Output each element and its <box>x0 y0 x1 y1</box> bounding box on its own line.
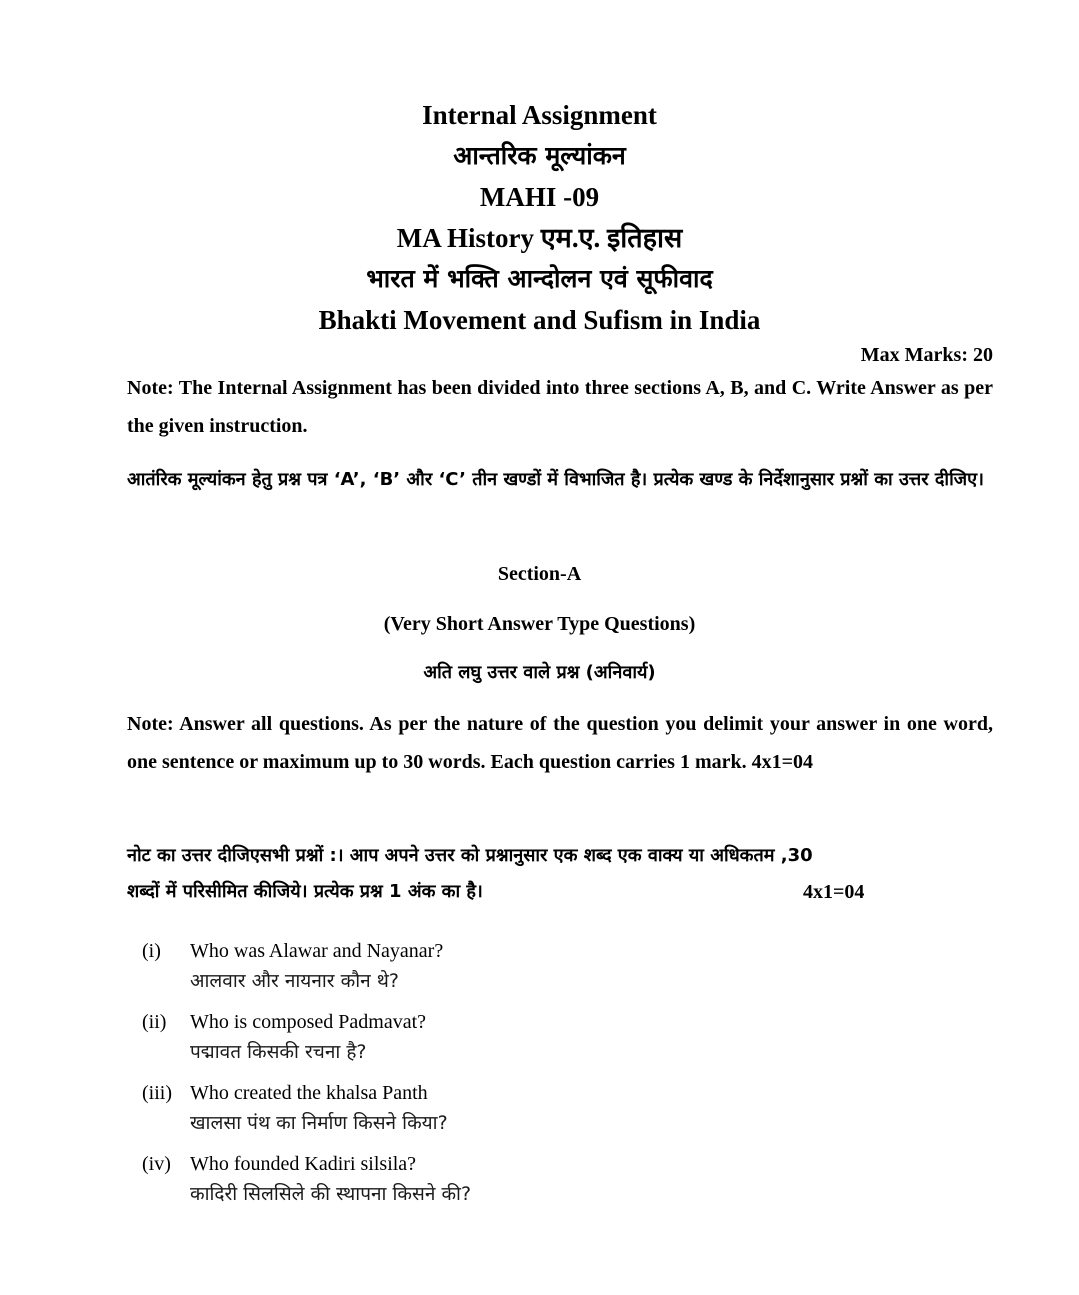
section-note-hi-line-2: शब्दों में परिसीमित कीजिये। प्रत्येक प्रश्न 1 अंक का है। <box>127 881 483 902</box>
question-text-hi: खालसा पंथ का निर्माण किसने किया? <box>190 1112 448 1134</box>
general-note-en: Note: The Internal Assignment has been divided into three sections A, B, and C. Write Answer as per the given instruction. <box>127 377 993 437</box>
title-en: Internal Assignment <box>422 100 657 130</box>
max-marks: Max Marks: 20 <box>860 344 993 366</box>
question-number: (iii) <box>142 1082 172 1104</box>
question-number: (i) <box>142 940 161 962</box>
question-text-hi: कादिरी सिलसिले की स्थापना किसने की? <box>190 1183 472 1205</box>
section-note-en: Note: Answer all questions. As per the nature of the question you delimit your answer in one word, one sentence or maximum up to 30 words. Each question carries 1 mark. 4x1=04 <box>127 713 993 773</box>
section-subtitle-en: (Very Short Answer Type Questions) <box>383 613 696 635</box>
subject-title-en: Bhakti Movement and Sufism in India <box>318 305 761 335</box>
question-text-en: Who founded Kadiri silsila? <box>190 1153 417 1175</box>
section-subtitle-hi: अति लघु उत्तर वाले प्रश्न (अनिवार्य) <box>423 662 656 683</box>
question-text-hi: आलवार और नायनार कौन थे? <box>190 970 399 992</box>
general-note-hi: आतंरिक मूल्यांकन हेतु प्रश्न पत्र ‘A’, ‘B’ और ‘C’ तीन खण्डों में विभाजित है। प्रत्येक खण्ड के निर्देशानुसार प्रश्नों का उत्तर दीजिए। <box>127 469 984 490</box>
section-note-hi-line-1: नोट का उत्तर दीजिएसभी प्रश्नों :। आप अपने उत्तर को प्रश्नानुसार एक शब्द एक वाक्य या अधिकतम ,30 <box>127 845 813 866</box>
subject-title-hi: भारत में भक्ति आन्दोलन एवं सूफीवाद <box>366 264 713 293</box>
section-note-hi-marks: 4x1=04 <box>803 881 865 903</box>
question-text-en: Who created the khalsa Panth <box>190 1082 428 1104</box>
program-title: MA History एम.ए. इतिहास <box>396 223 683 253</box>
question-text-hi: पद्मावत किसकी रचना है? <box>190 1041 367 1063</box>
question-text-en: Who was Alawar and Nayanar? <box>190 940 444 962</box>
course-code: MAHI -09 <box>479 182 600 212</box>
question-number: (iv) <box>142 1153 171 1175</box>
question-number: (ii) <box>142 1011 167 1033</box>
section-title: Section-A <box>497 563 582 585</box>
title-hi: आन्तरिक मूल्यांकन <box>453 141 626 170</box>
question-text-en: Who is composed Padmavat? <box>190 1011 427 1033</box>
